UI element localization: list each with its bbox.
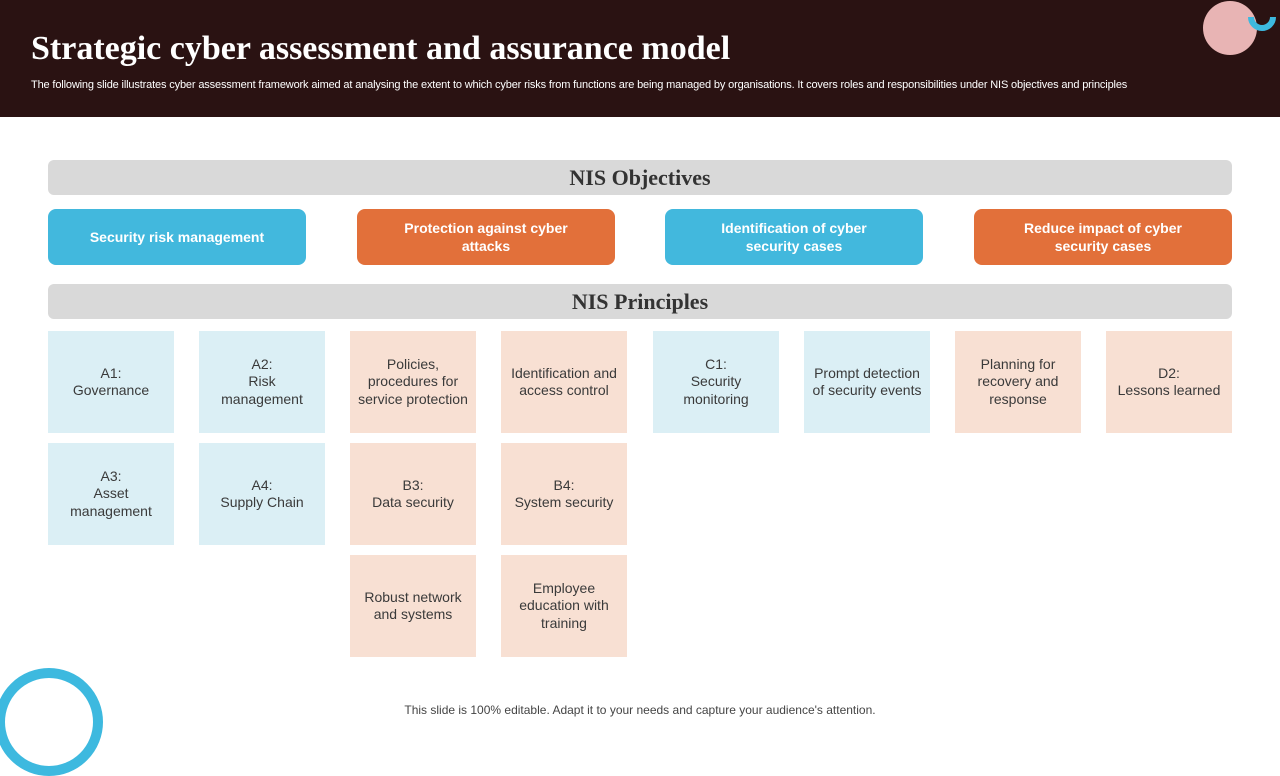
principle-card-d2: D2: Lessons learned [1106,331,1232,433]
header-banner [0,0,1280,117]
principle-card-robust-network: Robust network and systems [350,555,476,657]
page-title: Strategic cyber assessment and assurance model [31,30,731,67]
decorative-circle [1203,1,1257,55]
principle-card-a2: A2: Risk management [199,331,325,433]
principle-card-b3: B3: Data security [350,443,476,545]
objective-security-risk-management: Security risk management [48,209,306,265]
objective-reduce-impact: Reduce impact of cyber security cases [974,209,1232,265]
principle-card-planning: Planning for recovery and response [955,331,1081,433]
objectives-heading: NIS Objectives [48,160,1232,195]
principle-card-policies: Policies, procedures for service protection [350,331,476,433]
decorative-ring-bottom [0,668,103,776]
decorative-ring [1248,3,1276,31]
principles-heading: NIS Principles [48,284,1232,319]
footer-note: This slide is 100% editable. Adapt it to your needs and capture your audience's attention. [404,703,876,717]
principle-card-employee-education: Employee education with training [501,555,627,657]
principle-card-prompt-detection: Prompt detection of security events [804,331,930,433]
principle-card-a4: A4: Supply Chain [199,443,325,545]
principle-card-a1: A1: Governance [48,331,174,433]
objective-identification-of-cases: Identification of cyber security cases [665,209,923,265]
objective-protection-against-attacks: Protection against cyber attacks [357,209,615,265]
principle-card-c1: C1: Security monitoring [653,331,779,433]
page-description: The following slide illustrates cyber assessment framework aimed at analysing the extent to which cyber risks from functions are being managed by organisations. It covers roles and responsibilities under NIS objectives and principles [31,79,1128,91]
principle-card-b4: B4: System security [501,443,627,545]
principle-card-access-control: Identification and access control [501,331,627,433]
principle-card-a3: A3: Asset management [48,443,174,545]
